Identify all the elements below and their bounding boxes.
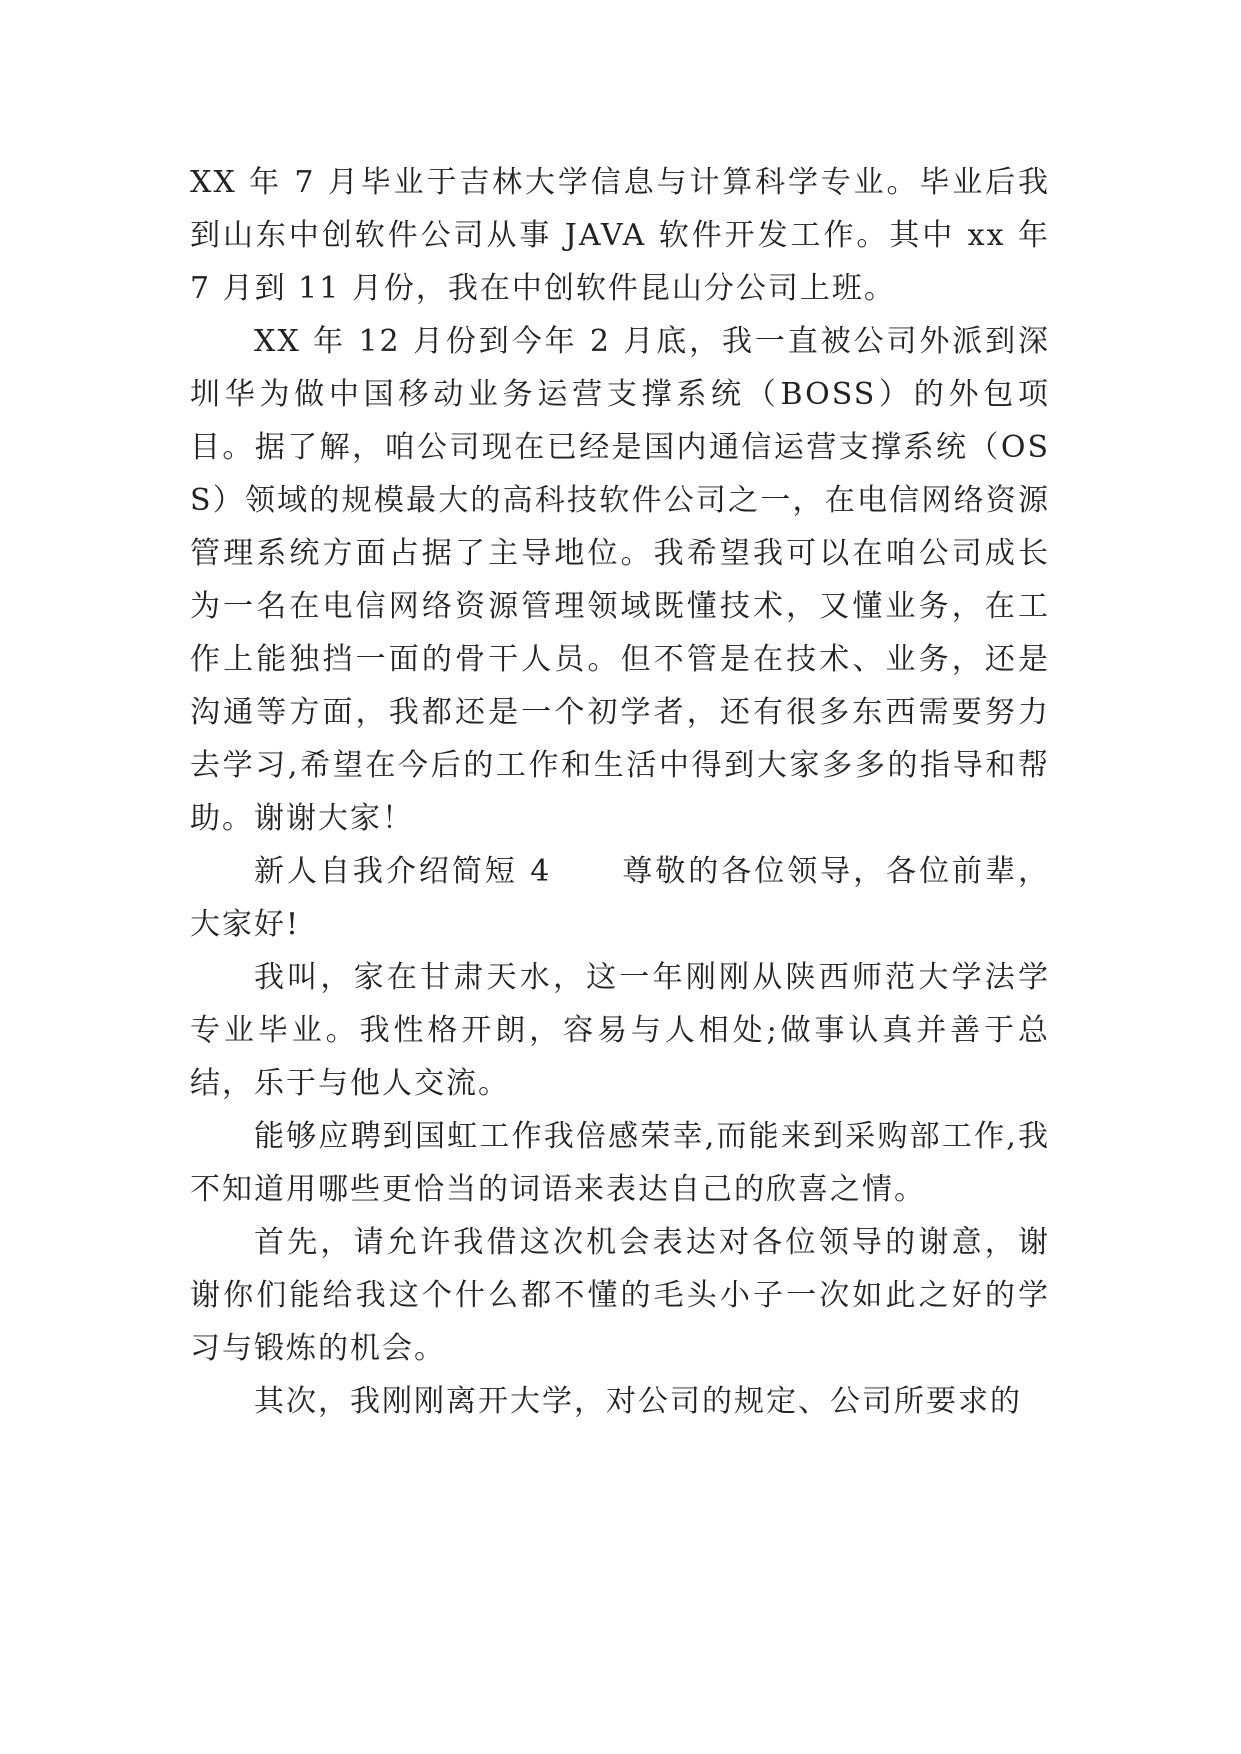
paragraph-2: XX 年 12 月份到今年 2 月底，我一直被公司外派到深圳华为做中国移动业务运营支撑系统（BOSS）的外包项目。据了解，咱公司现在已经是国内通信运营支撑系统（OSS）领域的规模最大的高科技软件公司之一，在电信网络资源管理系统方面占据了主导地位。我希望我可以在咱公司成长为一名在电信网络资源管理领域既懂技术，又懂业务，在工作上能独挡一面的骨干人员。但不管是在技术、业务，还是沟通等方面，我都还是一个初学者，还有很多东西需要努力去学习,希望在今后的工作和生活中得到大家多多的指导和帮助。谢谢大家！: [190, 324, 1050, 836]
greeting-text: 尊敬的各位领导，各位前辈，大家好!: [190, 854, 1051, 942]
paragraph-1: XX 年 7 月毕业于吉林大学信息与计算科学专业。毕业后我到山东中创软件公司从事 JAVA 软件开发工作。其中 xx 年 7 月到 11 月份，我在中创软件昆山分公司上班。: [190, 165, 1050, 306]
document-body: [190, 156, 1050, 1428]
paragraph-7: 其次，我刚刚离开大学，对公司的规定、公司所要求的: [254, 1384, 1022, 1419]
paragraph-6: 首先，请允许我借这次机会表达对各位领导的谢意，谢谢你们能给我这个什么都不懂的毛头小子一次如此之好的学习与锻炼的机会。: [190, 1225, 1050, 1366]
paragraph-5: 能够应聘到国虹工作我倍感荣幸,而能来到采购部工作,我不知道用哪些更恰当的词语来表达自己的欣喜之情。: [190, 1119, 1050, 1207]
paragraph-4: 我叫，家在甘肃天水，这一年刚刚从陕西师范大学法学专业毕业。我性格开朗，容易与人相处;做事认真并善于总结，乐于与他人交流。: [190, 960, 1050, 1101]
section-heading: 新人自我介绍简短 4: [254, 854, 552, 889]
paragraph-3: [190, 845, 1050, 951]
